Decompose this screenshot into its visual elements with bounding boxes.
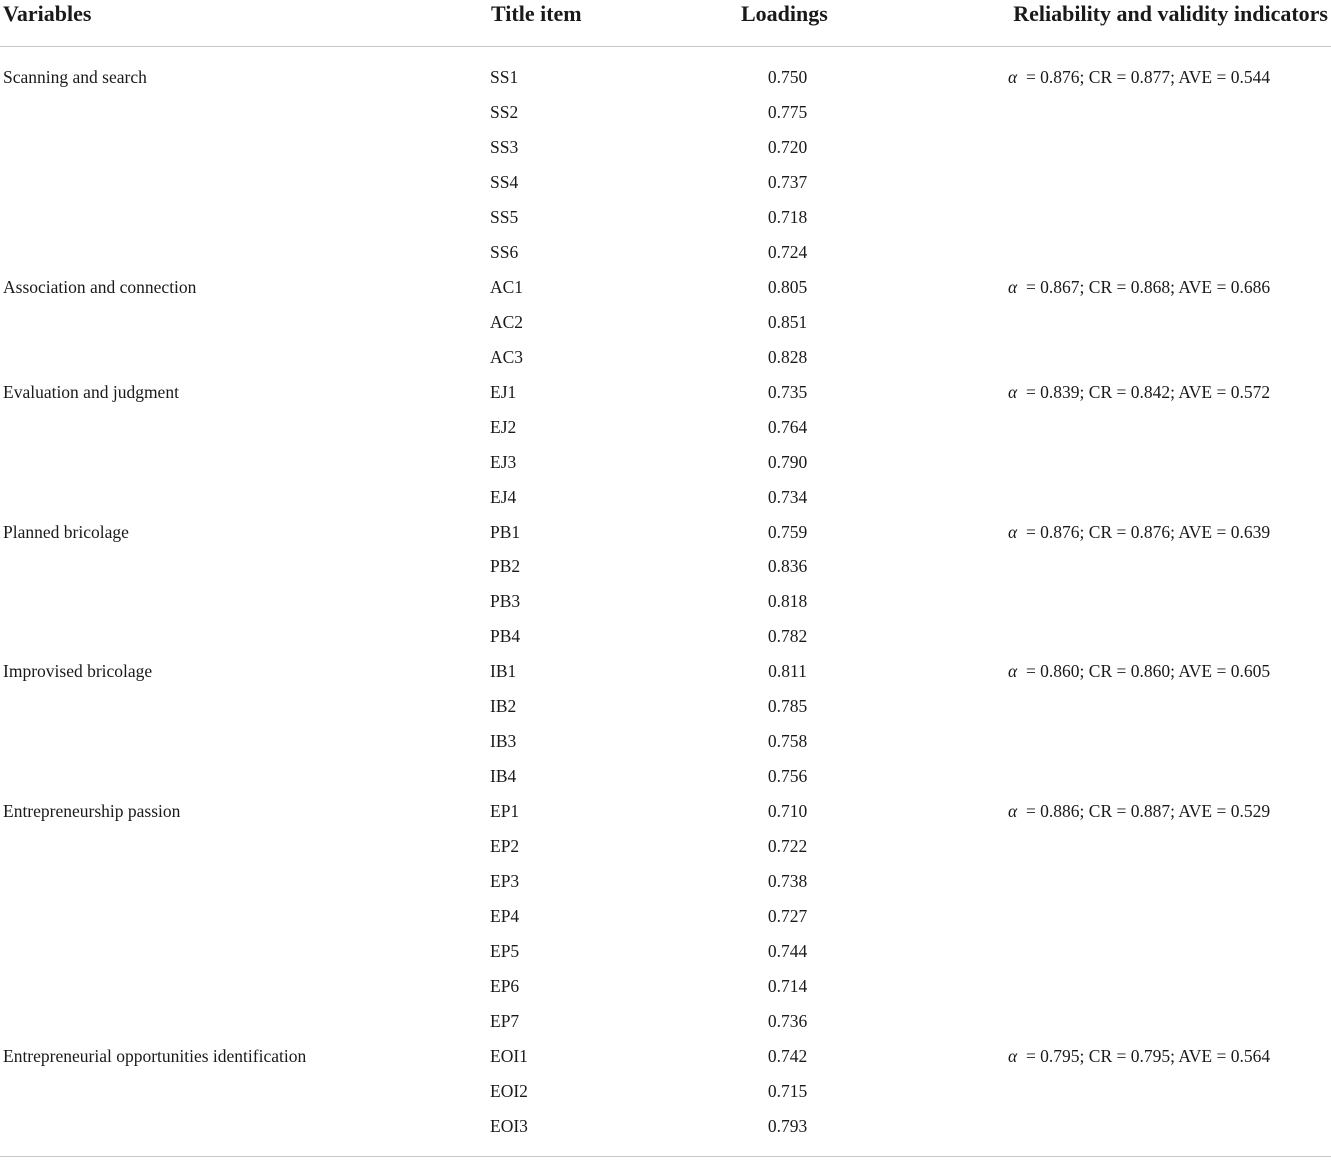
loading-value: 0.714 <box>767 976 808 996</box>
table-row <box>0 65 1331 100</box>
table-row <box>0 1009 1331 1044</box>
table-row <box>0 694 1331 729</box>
table-row <box>0 554 1331 589</box>
table-row <box>0 1114 1331 1149</box>
table-row <box>0 1079 1331 1114</box>
title-item: IB1 <box>490 661 517 682</box>
table-row <box>0 589 1331 624</box>
reliability-indicators <box>1008 275 1270 299</box>
loading-value: 0.775 <box>767 102 808 122</box>
alpha-symbol: α <box>1008 67 1018 87</box>
loading-value: 0.836 <box>767 556 808 577</box>
bottom-rule <box>0 1156 1331 1157</box>
variable-name: Planned bricolage <box>3 521 129 542</box>
variable-name: Scanning and search <box>3 67 147 87</box>
loading-value: 0.736 <box>767 1010 808 1031</box>
table-row <box>0 799 1331 834</box>
table-row <box>0 939 1331 974</box>
reliability-text: = 0.867; CR = 0.868; AVE = 0.686 <box>1025 276 1271 297</box>
table-row <box>0 240 1331 275</box>
title-item: EP3 <box>490 871 520 892</box>
table-row <box>0 275 1331 310</box>
table-row <box>0 415 1331 450</box>
loading-value: 0.782 <box>767 626 808 647</box>
table-row <box>0 205 1331 240</box>
alpha-symbol: α <box>1008 276 1018 297</box>
loading-value: 0.790 <box>767 451 808 472</box>
table-row <box>0 450 1331 485</box>
loading-value: 0.715 <box>767 1080 808 1101</box>
table-row <box>0 135 1331 170</box>
title-item: IB3 <box>490 731 517 752</box>
title-item: EJ2 <box>490 416 517 437</box>
reliability-text: = 0.860; CR = 0.860; AVE = 0.605 <box>1025 661 1271 682</box>
loading-value: 0.744 <box>767 941 808 961</box>
title-item: EJ1 <box>490 381 517 402</box>
title-item: EP6 <box>490 976 520 996</box>
table-row <box>0 904 1331 939</box>
table-row <box>0 1044 1331 1079</box>
reliability-indicators <box>1008 1044 1270 1068</box>
loading-value: 0.758 <box>767 731 808 752</box>
title-item: AC1 <box>490 276 524 297</box>
table-row <box>0 520 1331 555</box>
header-loadings: Loadings <box>741 1 828 26</box>
reliability-text: = 0.839; CR = 0.842; AVE = 0.572 <box>1025 381 1271 402</box>
table-row <box>0 170 1331 205</box>
loading-value: 0.851 <box>767 311 808 332</box>
loading-value: 0.720 <box>767 136 808 157</box>
table-row <box>0 624 1331 659</box>
title-item: SS5 <box>490 206 519 227</box>
loading-value: 0.722 <box>767 836 808 857</box>
loading-value: 0.805 <box>767 276 808 297</box>
title-item: AC2 <box>490 311 524 332</box>
table-row <box>0 310 1331 345</box>
loading-value: 0.710 <box>767 801 808 822</box>
loading-value: 0.734 <box>767 486 808 507</box>
table-row <box>0 974 1331 1009</box>
loading-value: 0.759 <box>767 521 808 542</box>
loading-value: 0.750 <box>767 67 808 87</box>
loading-value: 0.764 <box>767 416 808 437</box>
reliability-indicators <box>1008 520 1270 544</box>
title-item: EP2 <box>490 836 520 857</box>
title-item: PB2 <box>490 556 521 577</box>
alpha-symbol: α <box>1008 381 1018 402</box>
table-row <box>0 485 1331 520</box>
alpha-symbol: α <box>1008 1045 1018 1066</box>
loading-value: 0.785 <box>767 696 808 717</box>
title-item: EOI3 <box>490 1115 528 1136</box>
loading-value: 0.811 <box>768 661 807 682</box>
title-item: AC3 <box>490 346 524 367</box>
table-row <box>0 834 1331 869</box>
table-row <box>0 764 1331 799</box>
table-row <box>0 869 1331 904</box>
variable-name: Association and connection <box>3 276 197 297</box>
loading-value: 0.718 <box>767 206 808 227</box>
variable-name: Improvised bricolage <box>3 661 153 682</box>
variable-name: Evaluation and judgment <box>3 381 179 402</box>
variable-name: Entrepreneurship passion <box>3 801 181 822</box>
title-item: EOI2 <box>490 1080 528 1101</box>
alpha-symbol: α <box>1008 521 1018 542</box>
reliability-text: = 0.795; CR = 0.795; AVE = 0.564 <box>1025 1045 1271 1066</box>
alpha-symbol: α <box>1008 661 1018 682</box>
title-item: IB4 <box>490 766 517 787</box>
title-item: PB4 <box>490 626 521 647</box>
reliability-indicators <box>1008 799 1270 823</box>
loading-value: 0.735 <box>767 381 808 402</box>
title-item: EP4 <box>490 906 520 926</box>
title-item: SS3 <box>490 136 519 157</box>
title-item: PB1 <box>490 521 521 542</box>
title-item: SS1 <box>490 67 519 87</box>
title-item: IB2 <box>490 696 517 717</box>
header-reliability: Reliability and validity indicators <box>1013 1 1328 26</box>
loading-value: 0.818 <box>767 591 808 612</box>
title-item: SS4 <box>490 171 519 192</box>
header-rule <box>0 46 1331 47</box>
header-variables: Variables <box>3 1 92 26</box>
table-row <box>0 100 1331 135</box>
title-item: PB3 <box>490 591 521 612</box>
reliability-text: = 0.876; CR = 0.876; AVE = 0.639 <box>1025 521 1271 542</box>
table-row <box>0 380 1331 415</box>
loading-value: 0.727 <box>767 906 808 926</box>
loading-value: 0.724 <box>767 241 808 262</box>
loading-value: 0.738 <box>767 871 808 892</box>
table-row <box>0 659 1331 694</box>
header-title-item: Title item <box>491 1 582 26</box>
table-row <box>0 729 1331 764</box>
title-item: EJ3 <box>490 451 517 472</box>
variable-name: Entrepreneurial opportunities identification <box>3 1045 307 1066</box>
title-item: SS2 <box>490 102 519 122</box>
reliability-indicators <box>1008 380 1270 404</box>
loading-value: 0.793 <box>767 1115 808 1136</box>
alpha-symbol: α <box>1008 801 1018 822</box>
reliability-indicators <box>1008 65 1270 89</box>
loading-value: 0.756 <box>767 766 808 787</box>
title-item: EP7 <box>490 1010 520 1031</box>
loading-value: 0.737 <box>767 171 808 192</box>
loading-value: 0.742 <box>767 1045 808 1066</box>
title-item: EP5 <box>490 941 520 961</box>
loading-value: 0.828 <box>767 346 808 367</box>
title-item: SS6 <box>490 241 519 262</box>
title-item: EOI1 <box>490 1045 528 1066</box>
table-row <box>0 345 1331 380</box>
reliability-text: = 0.886; CR = 0.887; AVE = 0.529 <box>1025 801 1271 822</box>
title-item: EP1 <box>490 801 520 822</box>
reliability-text: = 0.876; CR = 0.877; AVE = 0.544 <box>1025 67 1271 87</box>
title-item: EJ4 <box>490 486 517 507</box>
reliability-indicators <box>1008 659 1270 683</box>
